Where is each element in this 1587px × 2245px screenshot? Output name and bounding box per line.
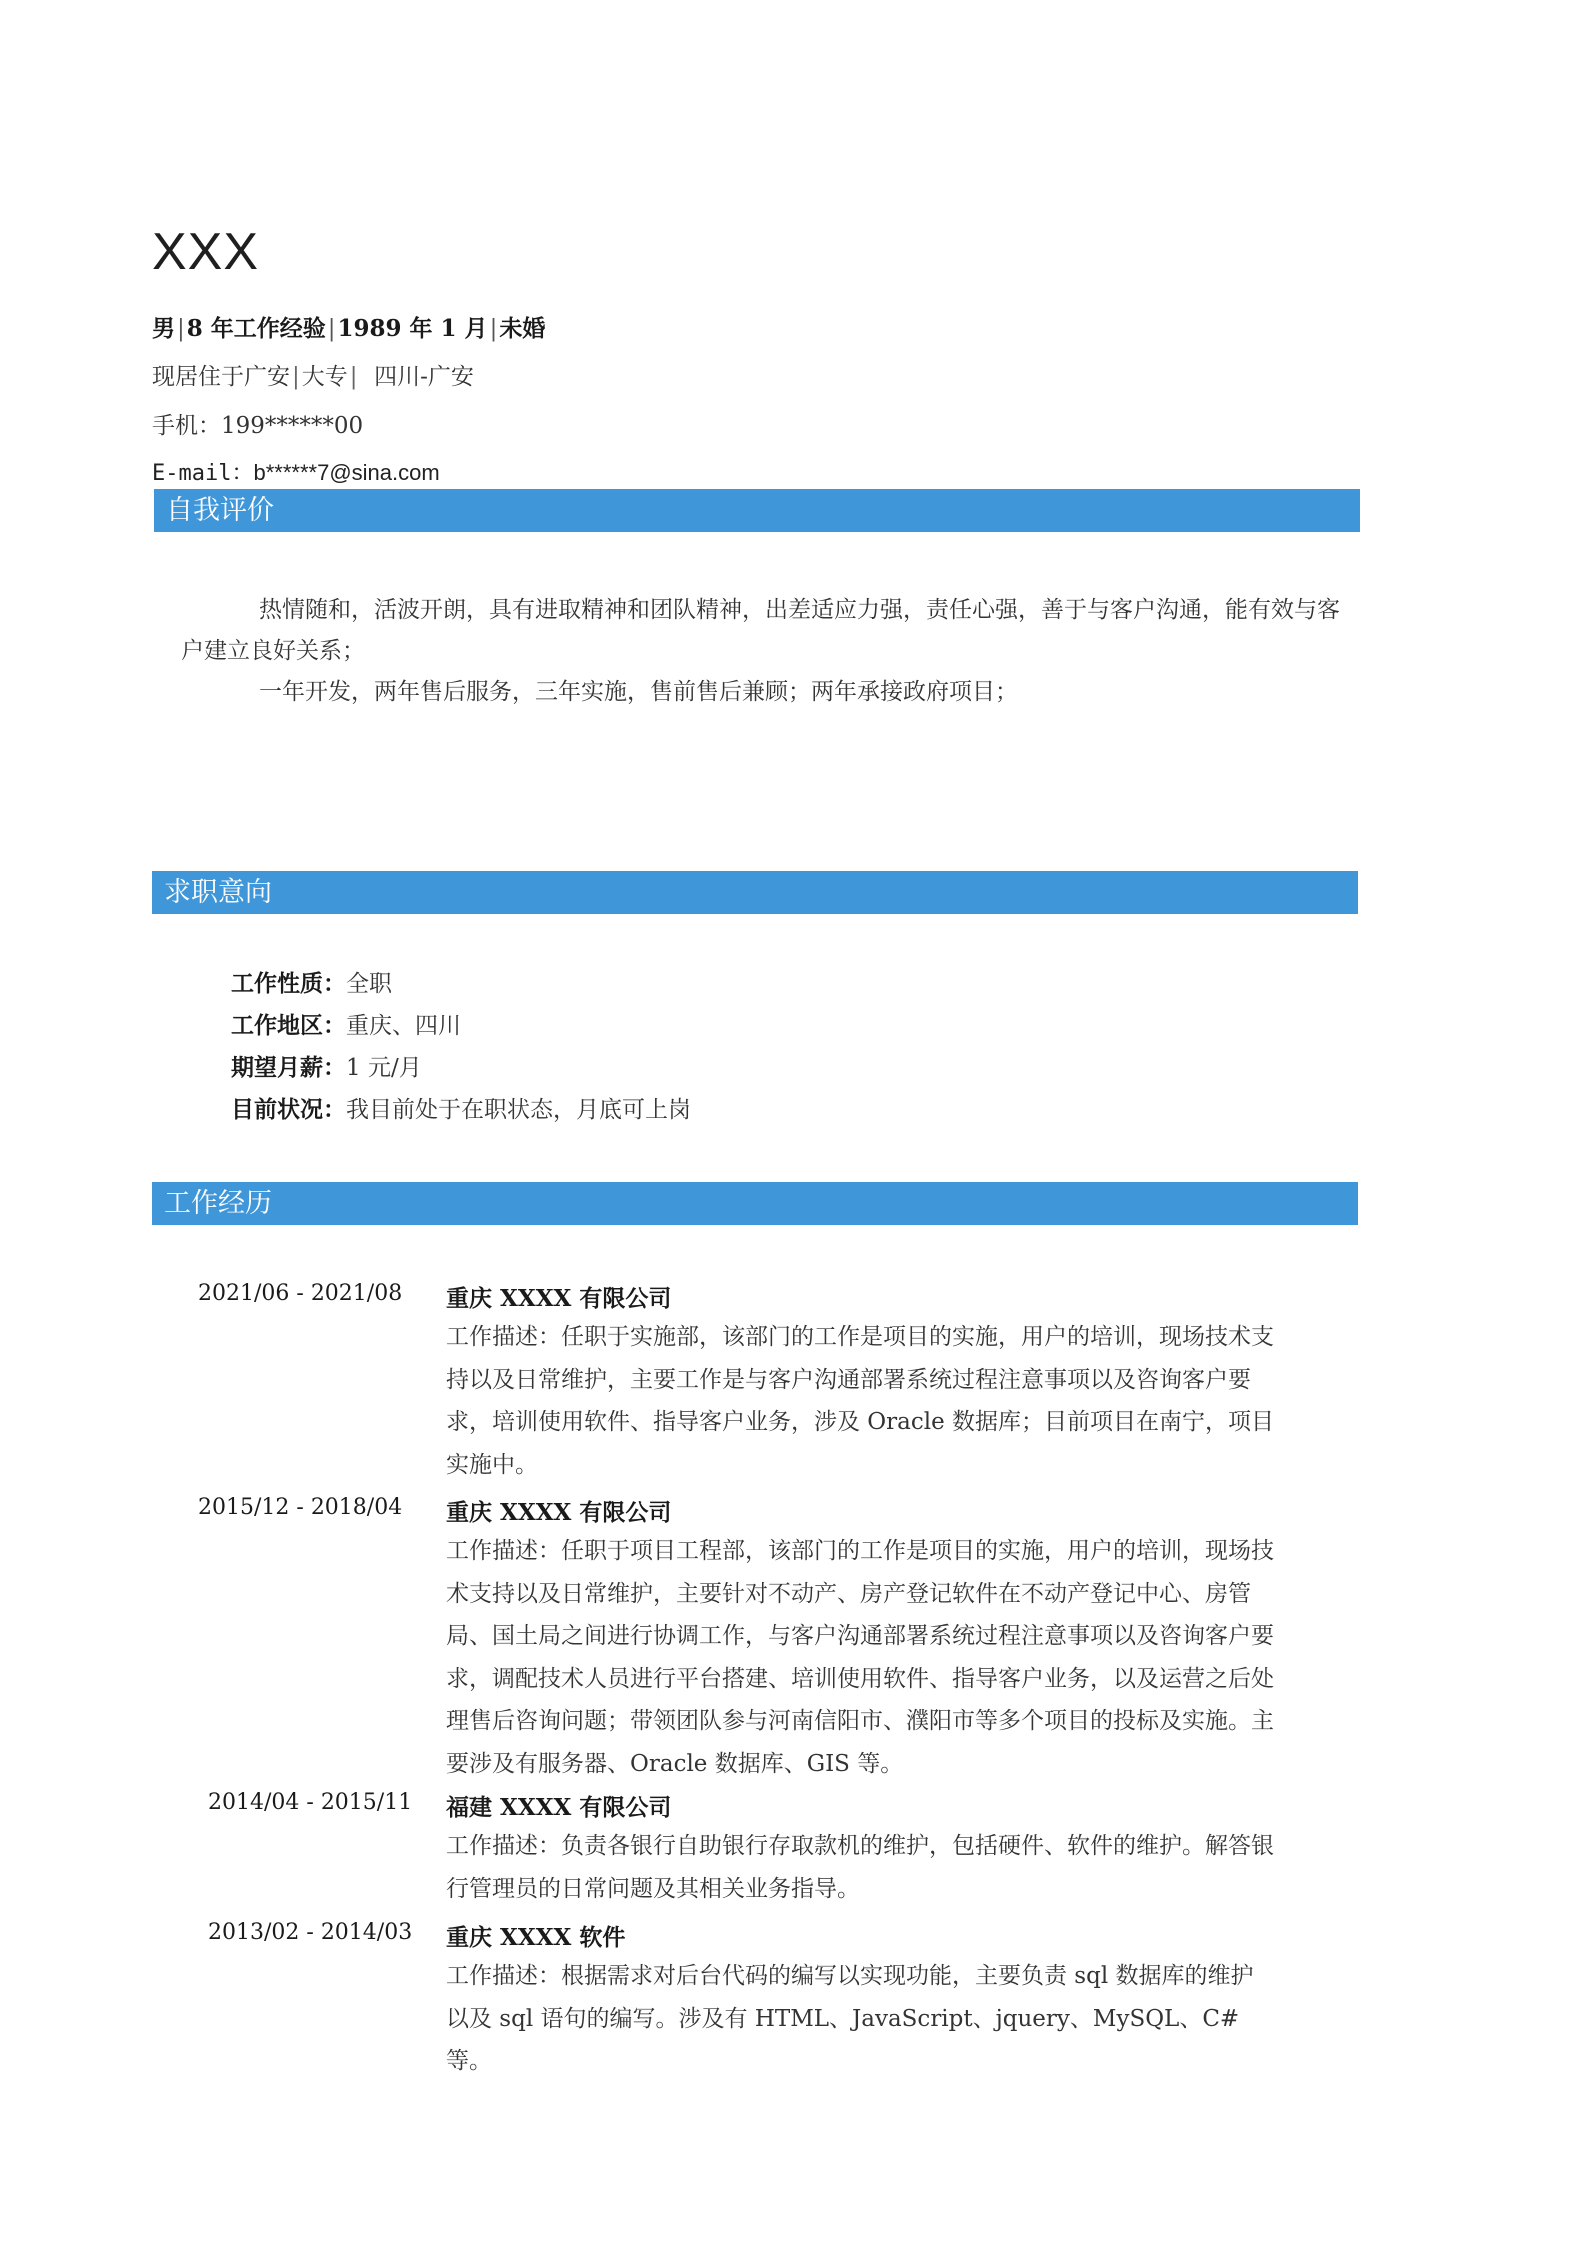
job-company: 重庆 XXXX 软件 <box>446 1924 626 1951</box>
intent-row: 目前状况：我目前处于在职状态，月底可上岗 <box>231 1096 691 1123</box>
intent-list <box>231 963 691 1131</box>
hometown: 四川-广安 <box>374 364 474 390</box>
basic-info-line: 男|8 年工作经验|1989 年 1 月|未婚 <box>152 315 546 342</box>
residence: 现居住于广安 <box>152 364 290 390</box>
marital-status: 未婚 <box>499 315 546 342</box>
job-company: 福建 XXXX 有限公司 <box>446 1794 672 1821</box>
section-work: 工作经历 <box>152 1182 1358 1225</box>
intent-row: 期望月薪：1 元/月 <box>231 1054 422 1081</box>
education: 大专 <box>301 364 348 390</box>
birth-date: 1989 年 1 月 <box>337 315 488 342</box>
experience: 8 年工作经验 <box>186 315 326 342</box>
residence-line: 现居住于广安|大专| 四川-广安 <box>152 364 474 390</box>
email-line <box>152 456 440 487</box>
self-eval-paragraph-2: 一年开发，两年售后服务，三年实施，售前售后兼顾；两年承接政府项目； <box>259 679 1018 705</box>
phone-label: 手机： <box>152 413 221 439</box>
intent-row: 工作地区：重庆、四川 <box>231 1012 461 1039</box>
job-description: 工作描述：根据需求对后台代码的编写以实现功能，主要负责 sql 数据库的维护以及 sql 语句的编写。涉及有 HTML、JavaScript、jquery、MySQL、C#等。 <box>446 1963 1254 2074</box>
phone-line <box>152 407 363 440</box>
section-self-eval: 自我评价 <box>154 489 1360 532</box>
job-company: 重庆 XXXX 有限公司 <box>446 1499 672 1526</box>
job-company: 重庆 XXXX 有限公司 <box>446 1285 672 1312</box>
section-intent: 求职意向 <box>152 871 1358 914</box>
self-eval-paragraph-1: 热情随和，活波开朗，具有进取精神和团队精神，出差适应力强，责任心强，善于与客户沟通，能有效与客户建立良好关系； <box>181 597 1340 664</box>
phone-number: 199******00 <box>221 413 364 439</box>
gender: 男 <box>152 315 175 342</box>
job-date: 2015/12 - 2018/04 <box>198 1495 403 1520</box>
job-description: 工作描述：负责各银行自助银行存取款机的维护，包括硬件、软件的维护。解答银行管理员的日常问题及其相关业务指导。 <box>446 1833 1274 1902</box>
email-address: b******7@sina.com <box>253 460 440 485</box>
job-date: 2013/02 - 2014/03 <box>208 1920 413 1945</box>
intent-row: 工作性质：全职 <box>231 970 392 997</box>
job-date: 2021/06 - 2021/08 <box>198 1281 403 1306</box>
job-date: 2014/04 - 2015/11 <box>208 1790 413 1815</box>
job-description: 工作描述：任职于实施部，该部门的工作是项目的实施，用户的培训，现场技术支持以及日常维护，主要工作是与客户沟通部署系统过程注意事项以及咨询客户要求，培训使用软件、指导客户业务，涉及 Oracle 数据库；目前项目在南宁，项目实施中。 <box>446 1324 1275 1478</box>
job-description: 工作描述：任职于项目工程部，该部门的工作是项目的实施，用户的培训，现场技术支持以及日常维护，主要针对不动产、房产登记软件在不动产登记中心、房管局、国土局之间进行协调工作，与客户沟通部署系统过程注意事项以及咨询客户要求，调配技术人员进行平台搭建、培训使用软件、指导客户业务，以及运营之后处理售后咨询问题；带领团队参与河南信阳市、濮阳市等多个项目的投标及实施。主要涉及有服务器、Oracle 数据库、GIS 等。 <box>446 1538 1274 1777</box>
self-eval-body <box>181 590 1361 713</box>
candidate-name: XXX <box>152 223 260 281</box>
email-label: E-mail： <box>152 461 254 486</box>
